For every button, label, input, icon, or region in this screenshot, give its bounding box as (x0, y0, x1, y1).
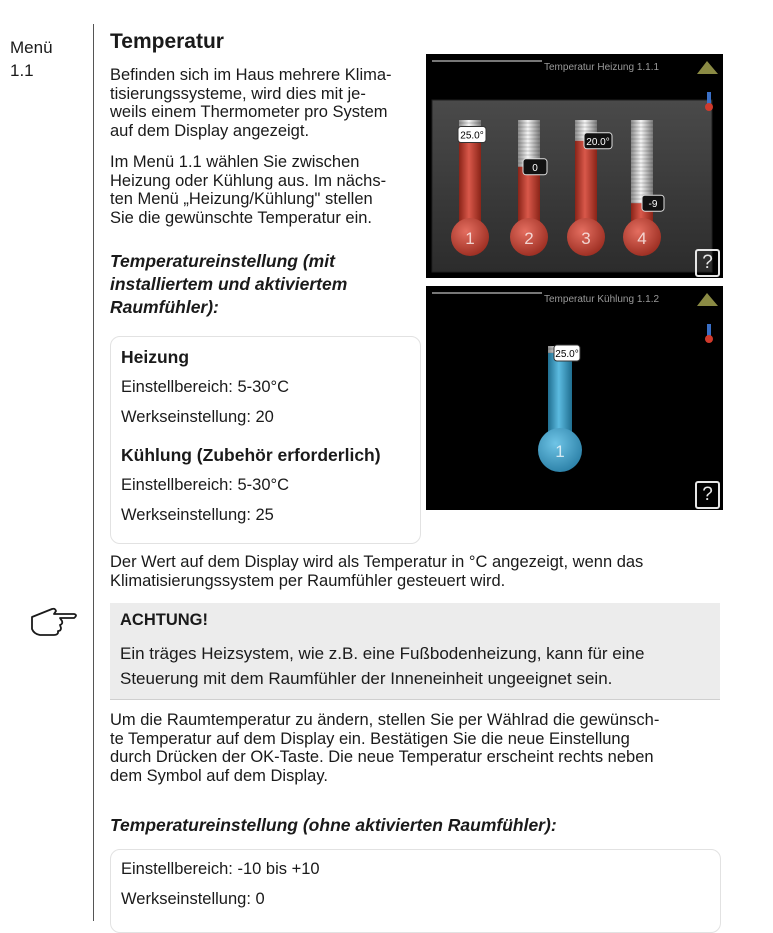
thermometer-icon (707, 92, 711, 104)
instruction-paragraph (110, 711, 730, 785)
heating-display-title: Temperatur Heizung 1.1.1 (544, 62, 660, 73)
warning-title: ACHTUNG! (120, 611, 208, 629)
cooling-title: Kühlung (Zubehör erforderlich) (121, 445, 381, 465)
value-label: -9 (648, 199, 658, 211)
menu-number: 1.1 (10, 61, 34, 80)
display-note (110, 553, 730, 590)
intro-line: weils einem Thermometer pro System (110, 103, 388, 122)
thermometer-number: 2 (524, 229, 534, 248)
subhead-line: Temperatureinstellung (mit (110, 251, 335, 271)
instruction-line: dem Symbol auf dem Display. (110, 766, 328, 785)
subhead-room-sensor (110, 250, 422, 319)
subhead-no-sensor (110, 814, 557, 837)
thermometer-icon-bulb (705, 335, 713, 343)
thermometer-fill (459, 135, 481, 230)
cooling-range: Einstellbereich: 5-30°C (121, 476, 290, 494)
heating-display (426, 54, 723, 278)
value-label: 20.0° (586, 136, 610, 148)
thermometer-fill (548, 353, 572, 440)
thermometer-number: 1 (465, 229, 475, 248)
settings-box-no-sensor (110, 849, 721, 933)
heating-default: Werkseinstellung: 20 (121, 408, 274, 426)
value-label: 25.0° (460, 130, 484, 142)
no-sensor-range: Einstellbereich: -10 bis +10 (121, 860, 320, 878)
intro-line: auf dem Display angezeigt. (110, 121, 310, 140)
heating-title: Heizung (121, 347, 190, 367)
page-title: Temperatur (110, 30, 224, 53)
warning-text (120, 641, 644, 691)
pointing-hand-icon (30, 607, 80, 637)
thermometer-icon (707, 324, 711, 336)
menu-label-text: Menü (10, 38, 53, 57)
vertical-rule (93, 24, 94, 921)
help-button[interactable]: ? (695, 481, 720, 509)
menu-line: ten Menü „Heizung/Kühlung" stellen (110, 190, 373, 209)
instruction-line: durch Drücken der OK-Taste. Die neue Temperatur erscheint rechts neben (110, 748, 654, 767)
display-note-line: Klimatisierungssystem per Raumfühler gesteuert wird. (110, 571, 506, 590)
help-button[interactable]: ? (695, 249, 720, 277)
heating-range: Einstellbereich: 5-30°C (121, 378, 290, 396)
value-label: 25.0° (555, 349, 579, 361)
menu-label (10, 36, 53, 82)
heating-display-graphics (426, 54, 723, 278)
warning-note (110, 603, 720, 700)
menu-line: Im Menü 1.1 wählen Sie zwischen (110, 153, 360, 171)
value-label: 0 (532, 162, 538, 174)
no-sensor-default: Werkseinstellung: 0 (121, 890, 265, 908)
subhead-line: Raumfühler): (110, 297, 219, 317)
cooling-display-graphics (426, 286, 723, 510)
thermometer-fill (575, 141, 597, 230)
intro-paragraph (110, 66, 422, 140)
thermometer-number: 4 (637, 229, 647, 248)
instruction-line: te Temperatur auf dem Display ein. Bestätigen Sie die neue Einstellung (110, 729, 630, 748)
settings-box-room-sensor (110, 336, 421, 544)
subhead-line: installiertem und aktiviertem (110, 274, 348, 294)
thermometer-number: 1 (555, 442, 565, 461)
cooling-display-title: Temperatur Kühlung 1.1.2 (544, 294, 660, 305)
cooling-default: Werkseinstellung: 25 (121, 506, 274, 524)
thermometer-icon-bulb (705, 103, 713, 111)
menu-line: Heizung oder Kühlung aus. Im nächs- (110, 171, 387, 190)
thermometer-number: 3 (581, 229, 591, 248)
cooling-display (426, 286, 723, 510)
house-icon (697, 293, 718, 306)
display-note-line: Der Wert auf dem Display wird als Temperatur in °C angezeigt, wenn das (110, 553, 644, 571)
intro-line: Befinden sich im Haus mehrere Klima- (110, 66, 392, 84)
house-icon (697, 61, 718, 74)
cooling-thermometer (538, 345, 582, 472)
warning-line: Steuerung mit dem Raumfühler der Inneneinheit ungeeignet sein. (120, 669, 613, 688)
warning-line: Ein träges Heizsystem, wie z.B. eine Fußbodenheizung, kann für eine (120, 644, 645, 663)
menu-paragraph (110, 153, 422, 227)
subhead-line: Temperatureinstellung (ohne aktivierten Raumfühler): (110, 815, 557, 835)
instruction-line: Um die Raumtemperatur zu ändern, stellen Sie per Wählrad die gewünsch- (110, 711, 660, 729)
menu-line: Sie die gewünschte Temperatur ein. (110, 208, 373, 227)
intro-line: tisierungssysteme, wird dies mit je- (110, 84, 366, 103)
